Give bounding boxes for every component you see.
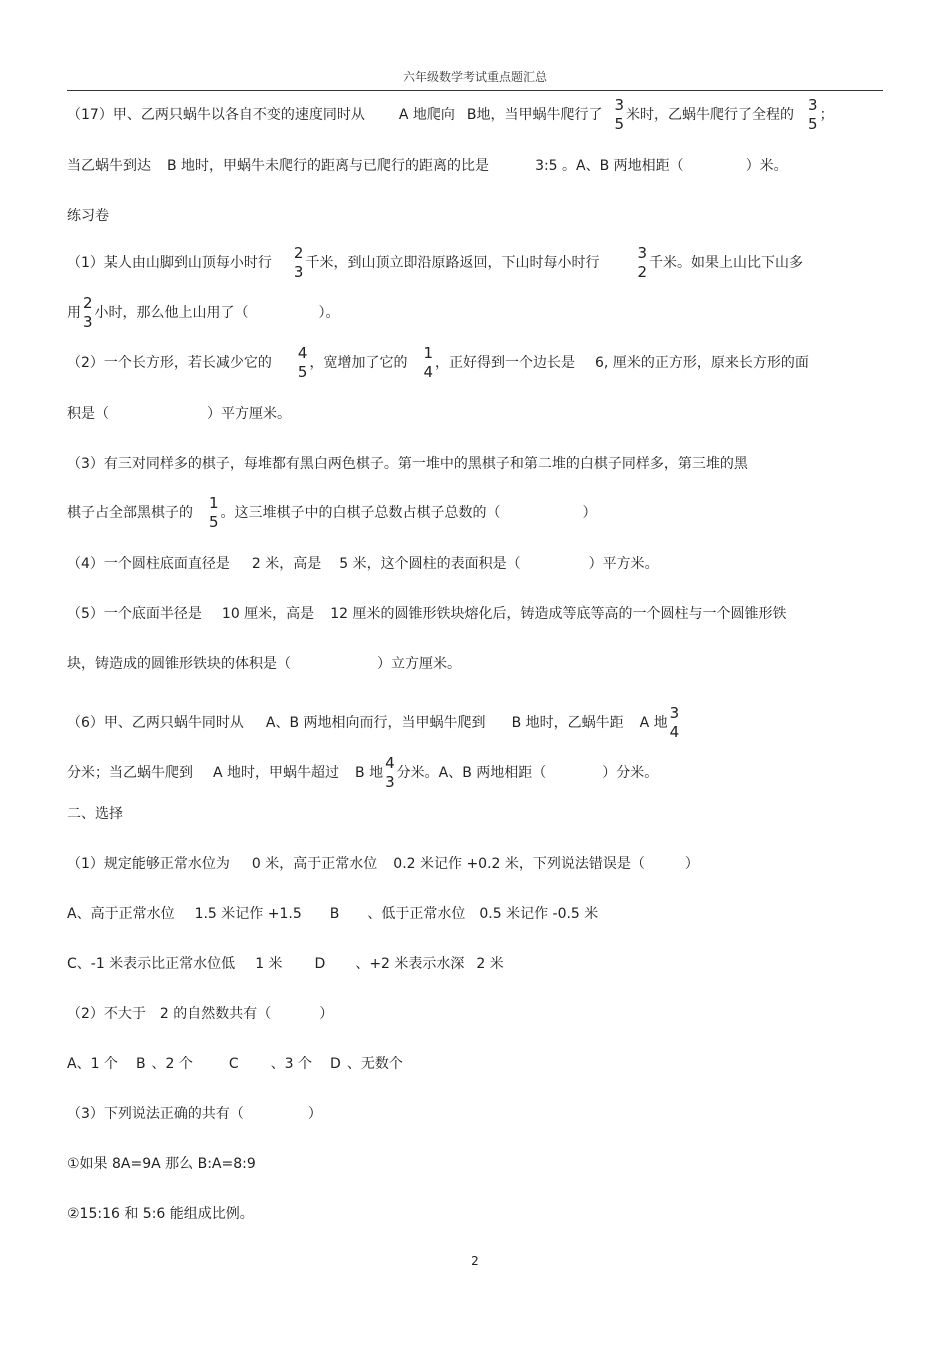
p5-line-1 [67, 604, 786, 624]
p2-text-d: 6, 厘米的正方形，原来长方形的面 [595, 355, 809, 371]
p6-text-a: （6）甲、乙两只蜗牛同时从 [67, 715, 244, 731]
q17-line-1 [67, 96, 834, 134]
p5-l2-a: 块，铸造成的圆锥形铁块的体积是（ [67, 656, 291, 672]
p4-text-b: 2 米，高是 [251, 556, 322, 572]
c1-q-a: （1）规定能够正常水位为 [67, 856, 230, 872]
c2-q-a: （2）不大于 [67, 1006, 146, 1022]
c1-q-c: 0.2 米记作 +0.2 米，下列说法错误是（ [393, 856, 645, 872]
q17-line-2 [67, 156, 788, 176]
p3-l2-b: 。这三堆棋子中的白棋子总数占棋子总数的（ [220, 505, 501, 521]
c1-opt-d2: 2 米 [476, 956, 504, 972]
c3-statement-2: ②15:16 和 5:6 能组成比例。 [67, 1206, 254, 1222]
c1-opt-a1: A、高于正常水位 [67, 906, 175, 922]
p6-fraction-1: 3 4 [669, 704, 680, 741]
page-header: 六年级数学考试重点题汇总 [402, 70, 547, 84]
p2-line-1 [67, 344, 809, 382]
p5-line-2 [67, 654, 461, 674]
p2-text-c: ，正好得到一个边长是 [435, 355, 576, 371]
p1-l2-a: 用 [67, 305, 81, 321]
p1-l2-c: ）。 [318, 305, 340, 321]
p1-text-a: （1）某人由山脚到山顶每小时行 [67, 255, 272, 271]
p4-text-a: （4）一个圆柱底面直径是 [67, 556, 230, 572]
p6-line-1 [67, 704, 681, 742]
p1-text-c: 千米。如果上山比下山多 [649, 255, 804, 271]
p6-line-2 [67, 754, 658, 792]
c2-opt-c-letter: C [228, 1056, 239, 1072]
p6-text-d: A 地 [639, 715, 668, 731]
p1-line-2 [67, 294, 340, 332]
q17-l2-c: 3:5 。A、B 两地相距（ [535, 158, 684, 174]
c2-question [67, 1004, 333, 1024]
c1-q-d: ） [684, 856, 699, 872]
p2-line-2 [67, 404, 291, 424]
q17-l2-b: B 地时，甲蜗牛未爬行的距离与已爬行的距离的比是 [167, 158, 490, 174]
c2-opt-c: 、3 个 [270, 1056, 313, 1072]
c1-opt-c1: C、-1 米表示比正常水位低 [67, 956, 236, 972]
c1-q-b: 0 米，高于正常水位 [251, 856, 378, 872]
section-choice-title: 二、选择 [67, 806, 123, 822]
c1-options-cd [67, 954, 504, 974]
p3-l2-a: 棋子占全部黑棋子的 [67, 505, 193, 521]
p6-l2-b: A 地时，甲蜗牛超过 [213, 765, 340, 781]
q17-text-e: ； [819, 107, 834, 123]
q17-text-c: B地，当甲蜗牛爬行了 [466, 107, 603, 123]
c2-opt-d-letter: D [330, 1056, 341, 1072]
p3-line-2 [67, 494, 597, 532]
p3-l2-c: ） [582, 505, 597, 521]
p2-l2-a: 积是（ [67, 406, 109, 422]
c1-opt-d1: 、+2 米表示水深 [355, 956, 465, 972]
c1-opt-a2: 1.5 米记作 +1.5 [194, 906, 302, 922]
p5-l2-b: ）立方厘米。 [377, 656, 461, 672]
p4-text-d: ）平方米。 [588, 556, 659, 572]
c1-opt-b-letter: B [329, 906, 340, 922]
c1-options-ab [67, 904, 598, 924]
p2-text-a: （2）一个长方形，若长减少它的 [67, 355, 272, 371]
p2-text-b: ，宽增加了它的 [309, 355, 408, 371]
p6-l2-e: ）分米。 [602, 765, 659, 781]
p2-l2-b: ）平方厘米。 [207, 406, 291, 422]
section-practice-title: 练习卷 [67, 208, 109, 224]
c3-question [67, 1104, 322, 1124]
p1-fraction-1: 2 3 [293, 244, 304, 281]
c1-opt-d-letter: D [314, 956, 326, 972]
p6-l2-d: 分米。A、B 两地相距（ [396, 765, 547, 781]
c2-q-c: ） [319, 1006, 334, 1022]
p6-fraction-2: 4 3 [385, 754, 395, 791]
page-number: 2 [471, 1254, 479, 1268]
q17-text-d: 米时，乙蜗牛爬行了全程的 [626, 107, 795, 123]
p6-l2-c: B 地 [355, 765, 384, 781]
p6-text-b: A、B 两地相向而行，当甲蜗牛爬到 [265, 715, 486, 731]
p6-text-c: B 地时，乙蜗牛距 [511, 715, 624, 731]
c1-opt-c2: 1 米 [255, 956, 283, 972]
c1-opt-b1: 、低于正常水位 [367, 906, 466, 922]
p5-text-a: （5）一个底面半径是 [67, 606, 202, 622]
q17-l2-d: ）米。 [745, 158, 788, 174]
header-rule [67, 90, 883, 91]
q17-fraction-1: 3 5 [614, 96, 625, 133]
p5-text-b: 10 厘米，高是 [221, 606, 315, 622]
p3-fraction: 1 5 [209, 494, 219, 531]
c3-statement-1: ①如果 8A=9A 那么 B:A=8:9 [67, 1156, 256, 1172]
p1-l2-b: 小时，那么他上山用了（ [94, 305, 249, 321]
p4-text-c: 5 米，这个圆柱的表面积是（ [339, 556, 521, 572]
c1-question [67, 854, 699, 874]
p1-line-1 [67, 244, 803, 282]
p1-fraction-2: 3 2 [637, 244, 648, 281]
c2-opt-d: 、无数个 [346, 1056, 403, 1072]
q17-text-b: A 地爬向 [398, 107, 455, 123]
p5-text-c: 12 厘米的圆锥形铁块熔化后，铸造成等底等高的一个圆柱与一个圆锥形铁 [330, 606, 787, 622]
p4-line [67, 554, 659, 574]
c2-opt-a: A、1 个 [67, 1056, 118, 1072]
c1-opt-b2: 0.5 米记作 -0.5 米 [479, 906, 599, 922]
p3-line-1: （3）有三对同样多的棋子，每堆都有黑白两色棋子。第一堆中的黑棋子和第二堆的白棋子同样多，第三堆的黑 [67, 456, 748, 472]
c2-q-b: 2 的自然数共有（ [159, 1006, 272, 1022]
q17-l2-a: 当乙蜗牛到达 [67, 158, 151, 174]
p2-fraction-1: 4 5 [297, 344, 308, 381]
q17-text-a: （17）甲、乙两只蜗牛以各自不变的速度同时从 [67, 107, 365, 123]
q17-fraction-2: 3 5 [808, 96, 818, 133]
c3-q-a: （3）下列说法正确的共有（ [67, 1106, 244, 1122]
c2-opt-b-letter: B [135, 1056, 146, 1072]
p1-text-b: 千米，到山顶立即沿原路返回，下山时每小时行 [305, 255, 600, 271]
p1-fraction-3: 2 3 [83, 294, 93, 331]
p6-l2-a: 分米；当乙蜗牛爬到 [67, 765, 193, 781]
c2-opt-b: 、2 个 [151, 1056, 193, 1072]
p2-fraction-2: 1 4 [423, 344, 434, 381]
c3-q-b: ） [307, 1106, 322, 1122]
c2-options [67, 1054, 403, 1074]
